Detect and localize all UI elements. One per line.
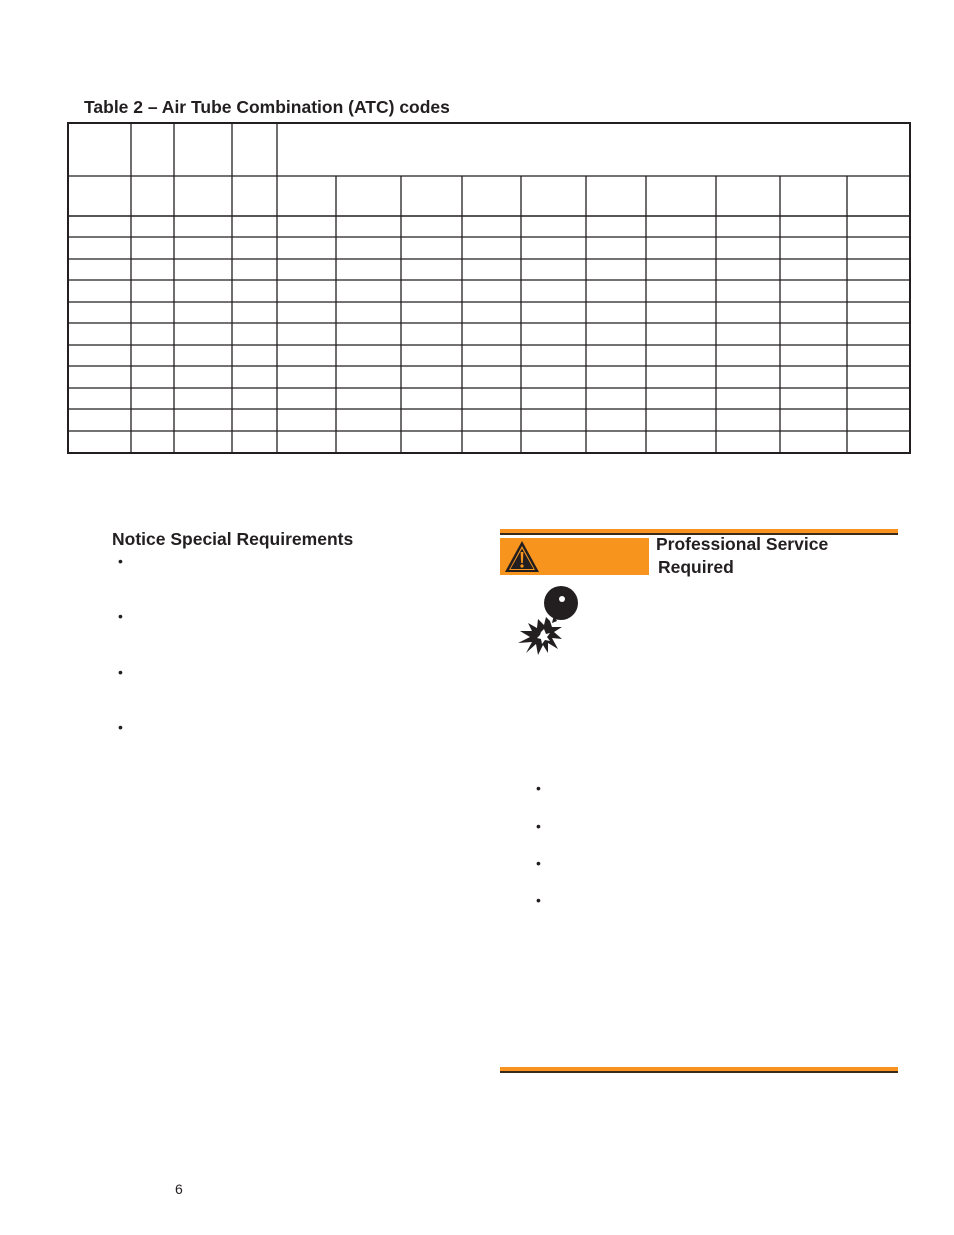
warning-title: [656, 533, 896, 579]
warning-bullet: •: [536, 780, 541, 796]
warning-bottom-rule: [500, 1071, 898, 1073]
warning-title-line: Professional Service: [656, 534, 829, 554]
page-number: 6: [175, 1181, 183, 1197]
warning-bullet: •: [536, 892, 541, 908]
warning-title-line: Required: [658, 557, 734, 577]
explosion-hazard-icon: [510, 583, 580, 655]
warning-triangle-icon: [502, 538, 542, 575]
notice-bullet: •: [118, 719, 123, 735]
table-grid: [67, 122, 911, 454]
warning-bullet: •: [536, 818, 541, 834]
notice-bullet: •: [118, 664, 123, 680]
warning-bullet: •: [536, 855, 541, 871]
warning-label-box: [500, 538, 649, 575]
notice-title: Notice Special Requirements: [112, 529, 354, 549]
atc-code-table: [67, 122, 911, 454]
notice-bullet: •: [118, 608, 123, 624]
table-title: Table 2 – Air Tube Combination (ATC) codes: [84, 97, 450, 117]
notice-bullet: •: [118, 553, 123, 569]
warning-box: [500, 529, 898, 1074]
